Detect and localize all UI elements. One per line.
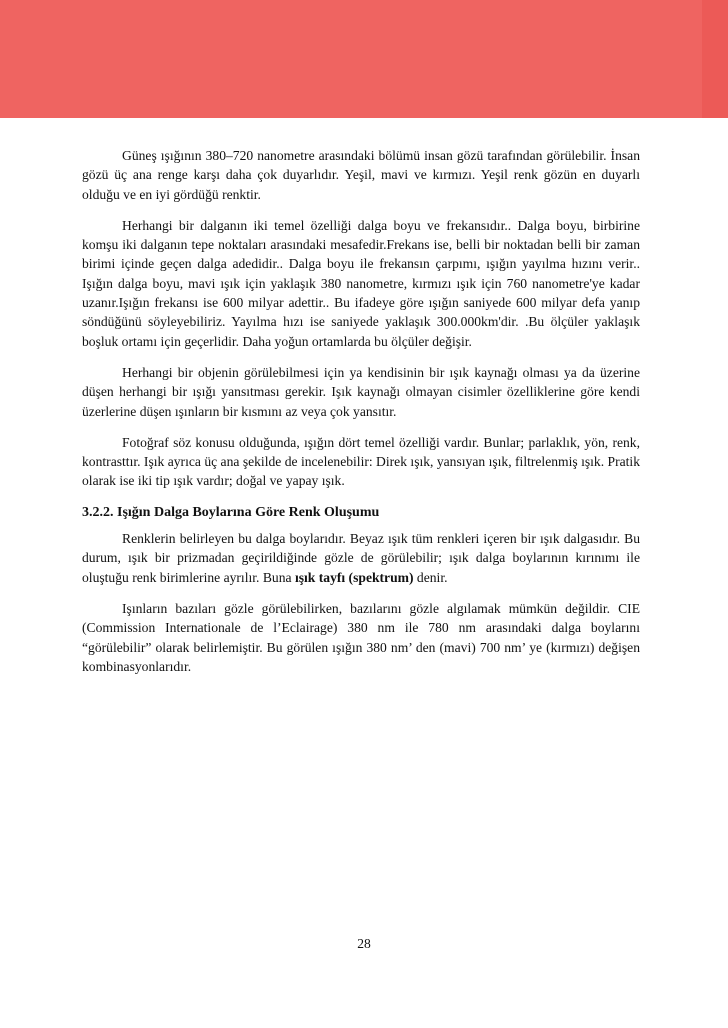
section-heading: 3.2.2. Işığın Dalga Boylarına Göre Renk Oluşumu <box>82 504 380 520</box>
paragraph-text-start: Renklerin belirleyen bu dalga boylarıdır. Beyaz ışık tüm renkleri içeren bir ışık dalgasıdır. Bu durum, ışık bir prizmadan geçirildiğinde gözle de görülebilir; ışık dalga boylarının kırınımı ile oluştuğu renk birimlerine ayrılır. Buna <box>82 531 640 585</box>
page-number: 28 <box>357 936 371 951</box>
paragraph-object-visibility: Herhangi bir objenin görülebilmesi için ya kendisinin bir ışık kaynağı olması ya da üzerine düşen herhangi bir ışığı yansıtması gerekir. Işık kaynağı olmayan cisimler özelliklerine göre kendi üzerlerine düşen ışınların bir kısmını az veya çok yansıtır. <box>82 364 640 419</box>
paragraph-cie-definition: Işınların bazıları gözle görülebilirken, bazılarını gözle algılamak mümkün değildir. CIE (Commission Internationale de l’Eclairage) 380 nm ile 780 nm arasındaki dalga boylarını “görülebilir” olarak belirlemiştir. Bu görülen ışığın 380 nm’ den (mavi) 700 nm’ ye (kırmızı) değişen kombinasyonlarıdır. <box>82 600 640 674</box>
paragraph-color-formation <box>82 529 640 587</box>
spectrum-term: ışık tayfı (spektrum) <box>294 569 414 585</box>
paragraph-text-end: denir. <box>413 569 448 585</box>
paragraph-wave-properties: Herhangi bir dalganın iki temel özelliği dalga boyu ve frekansıdır.. Dalga boyu, birbirine komşu iki dalganın tepe noktaları arasındaki mesafedir.Frekans ise, belli bir noktadan belli bir zaman birimi içinde geçen dalga adedidir.. Dalga boyu ile frekansın çarpımı, ışığın yayılma hızını verir.. Işığın dalga boyu, mavi ışık için yaklaşık 380 nanometre, kırmızı ışık için 760 nanometre'ye kadar uzanır.Işığın frekansı ise 600 milyar adettir.. Bu ifadeye göre ışığın saniyede 600 milyar defa yanıp söndüğünü söyleyebiliriz. Yayılma hızı ise saniyede yaklaşık 300.000km'dir. .Bu ölçüler yaklaşık boşluk ortamı için geçerlidir. Daha yoğun ortamlarda bu ölçüler değişir. <box>82 217 640 349</box>
paragraph-light-properties: Fotoğraf söz konusu olduğunda, ışığın dört temel özelliği vardır. Bunlar; parlaklık, yön, renk, kontrasttır. Işık ayrıca üç ana şekilde de incelenebilir: Direk ışık, yansıyan ışık, filtrelenmiş ışık. Pratik olarak ise iki tip ışık vardır; doğal ve yapay ışık. <box>82 434 640 489</box>
header-band <box>0 0 728 118</box>
paragraph-visible-spectrum: Güneş ışığının 380–720 nanometre arasındaki bölümü insan gözü tarafından görülebilir. İnsan gözü üç ana renge karşı daha çok duyarlıdır. Yeşil, mavi ve kırmızı. Yeşil renk gözün en duyarlı olduğu ve en iyi gördüğü renktir. <box>82 148 640 202</box>
page-content <box>82 146 640 688</box>
header-band-edge <box>702 0 728 118</box>
